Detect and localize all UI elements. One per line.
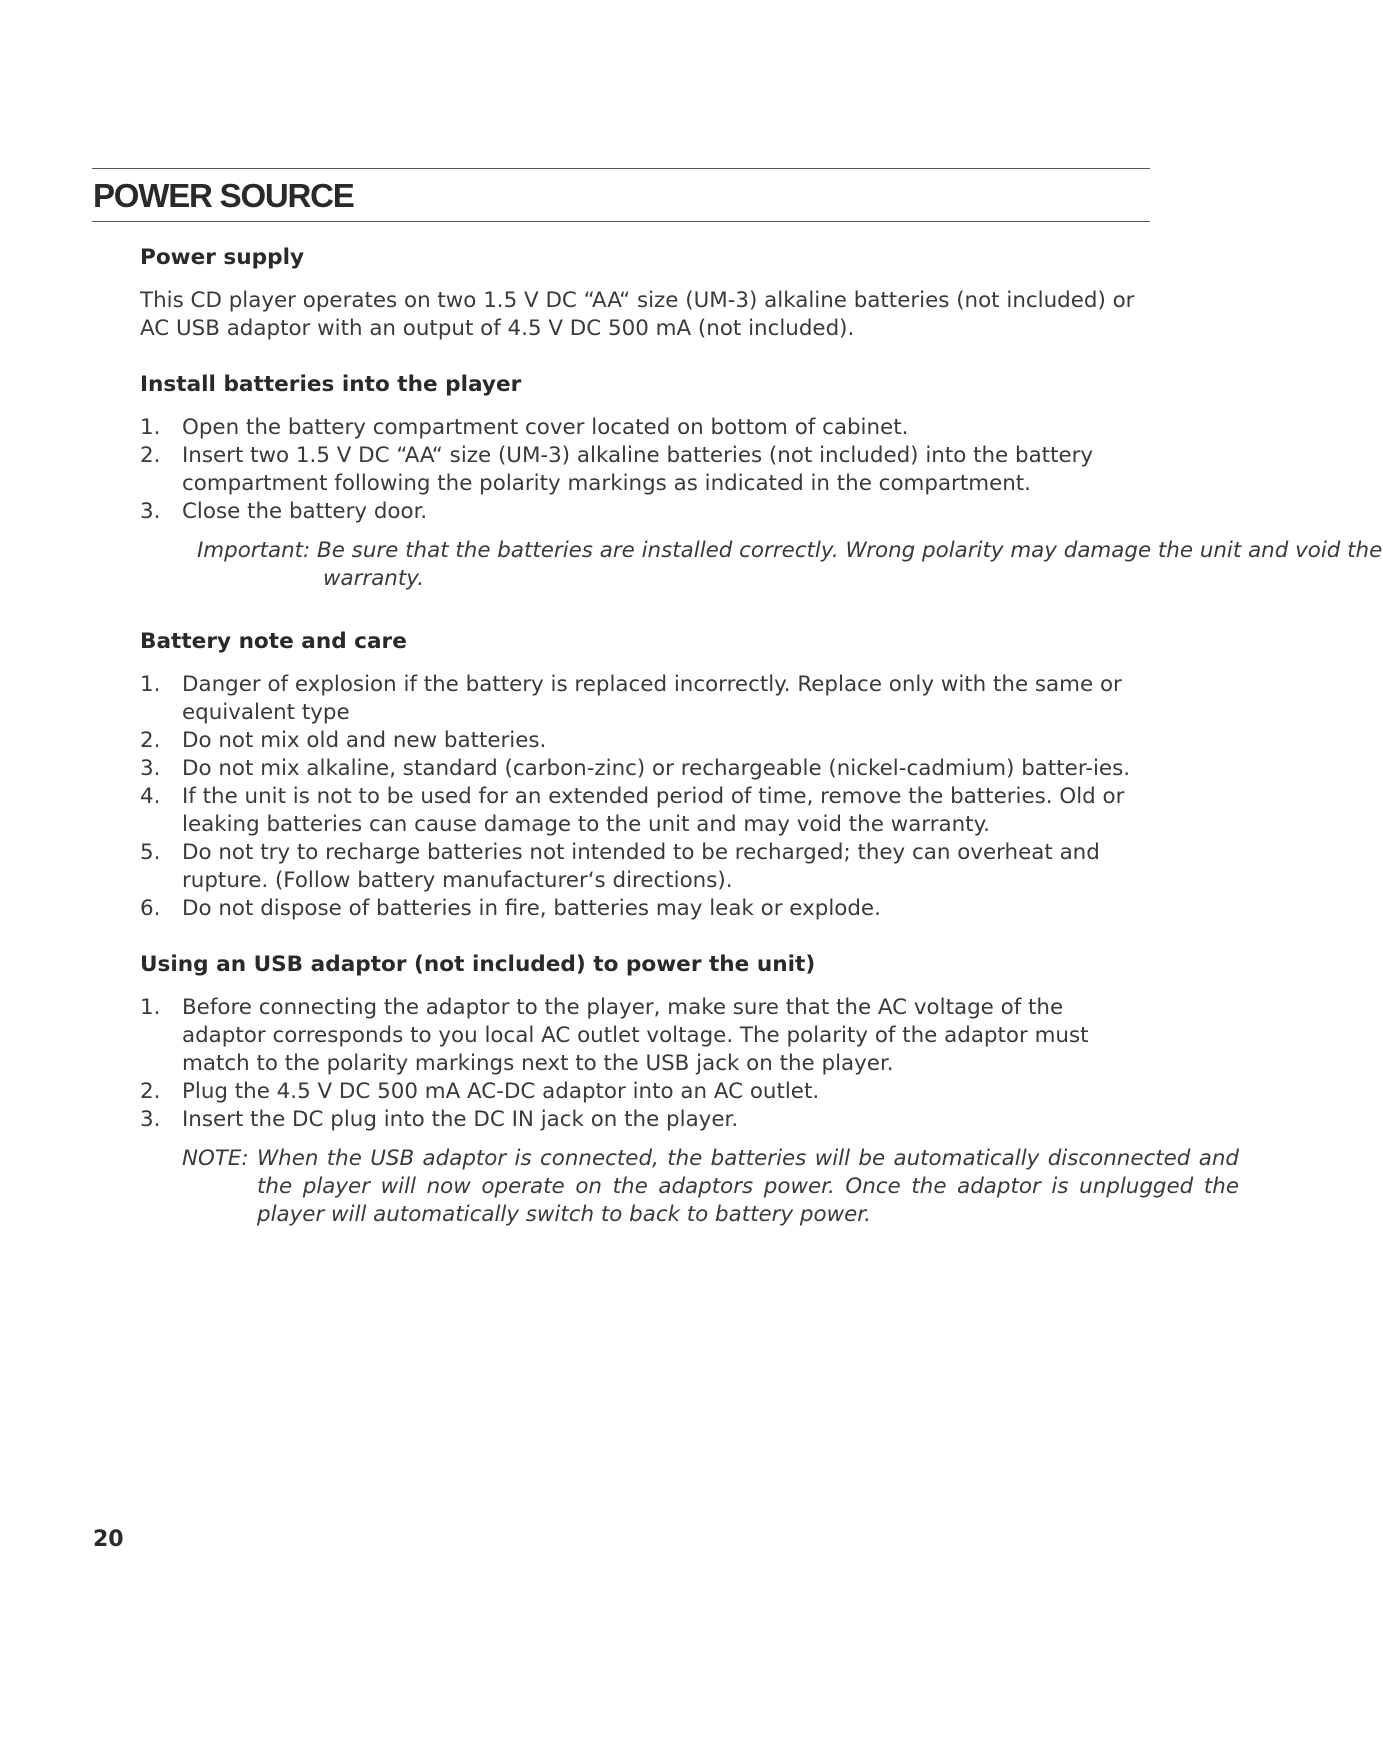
list-text: Danger of explosion if the battery is replaced incorrectly. Replace only with the same or equivalent type [182,672,1122,725]
list-item [140,727,1150,755]
list-text: Do not mix alkaline, standard (carbon-zinc) or rechargeable (nickel-cadmium) batter-ies. [182,756,1131,781]
usb-adaptor-list [140,994,1150,1134]
section-heading-power-supply: Power supply [140,245,305,270]
list-item [140,1078,1150,1106]
list-number: 1. [140,995,161,1020]
list-number: 5. [140,840,161,865]
list-number: 2. [140,728,161,753]
install-batteries-list [140,414,1150,526]
list-number: 2. [140,443,161,468]
list-number: 1. [140,672,161,697]
list-item [140,414,1150,442]
list-item [140,895,1150,923]
list-text: Before connecting the adaptor to the player, make sure that the AC voltage of the adaptor corresponds to you local AC outlet voltage. The polarity of the adaptor must match to the polarity markings next to the USB jack on the player. [182,995,1089,1076]
page-title: POWER SOURCE [93,177,354,214]
list-number: 6. [140,896,161,921]
list-number: 3. [140,756,161,781]
list-item [140,498,1150,526]
list-text: Do not dispose of batteries in fire, batteries may leak or explode. [182,896,881,921]
section-heading-install-batteries: Install batteries into the player [140,372,522,397]
list-text: Insert two 1.5 V DC “AA“ size (UM-3) alkaline batteries (not included) into the battery compartment following the polarity markings as indicated in the compartment. [182,443,1094,496]
list-item [140,783,1150,839]
list-text: Open the battery compartment cover located on bottom of cabinet. [182,415,909,440]
list-text: Close the battery door. [182,499,428,524]
usb-note: NOTE: When the USB adaptor is connected, the batteries will be automatically disconnected and the player will now operate on the adaptors power. Once the adaptor is unplugged the player will automatically switch to back to battery power. [182,1146,1239,1227]
power-supply-paragraph: This CD player operates on two 1.5 V DC “AA“ size (UM-3) alkaline batteries (not included) or AC USB adaptor with an output of 4.5 V DC 500 mA (not included). [140,288,1135,341]
list-item [140,839,1150,895]
page-content [140,244,1383,1229]
list-number: 1. [140,415,161,440]
list-number: 3. [140,1107,161,1132]
page-number: 20 [93,1527,124,1552]
section-heading-usb-adaptor: Using an USB adaptor (not included) to power the unit) [140,952,816,977]
list-text: Do not mix old and new batteries. [182,728,547,753]
important-note: Important: Be sure that the batteries are installed correctly. Wrong polarity may damage the unit and void the warranty. [197,538,1383,591]
list-number: 4. [140,784,161,809]
list-text: Insert the DC plug into the DC IN jack on the player. [182,1107,739,1132]
list-number: 3. [140,499,161,524]
list-item [140,1106,1150,1134]
section-heading-battery-care: Battery note and care [140,629,407,654]
list-number: 2. [140,1079,161,1104]
list-text: Do not try to recharge batteries not intended to be recharged; they can overheat and rupture. (Follow battery manufacturer‘s directions). [182,840,1100,893]
list-text: Plug the 4.5 V DC 500 mA AC-DC adaptor into an AC outlet. [182,1079,820,1104]
list-text: If the unit is not to be used for an extended period of time, remove the batteries. Old or leaking batteries can cause damage to the unit and may void the warranty. [182,784,1125,837]
list-item [140,671,1150,727]
battery-care-list [140,671,1150,923]
list-item [140,994,1150,1078]
list-item [140,755,1150,783]
list-item [140,442,1150,498]
